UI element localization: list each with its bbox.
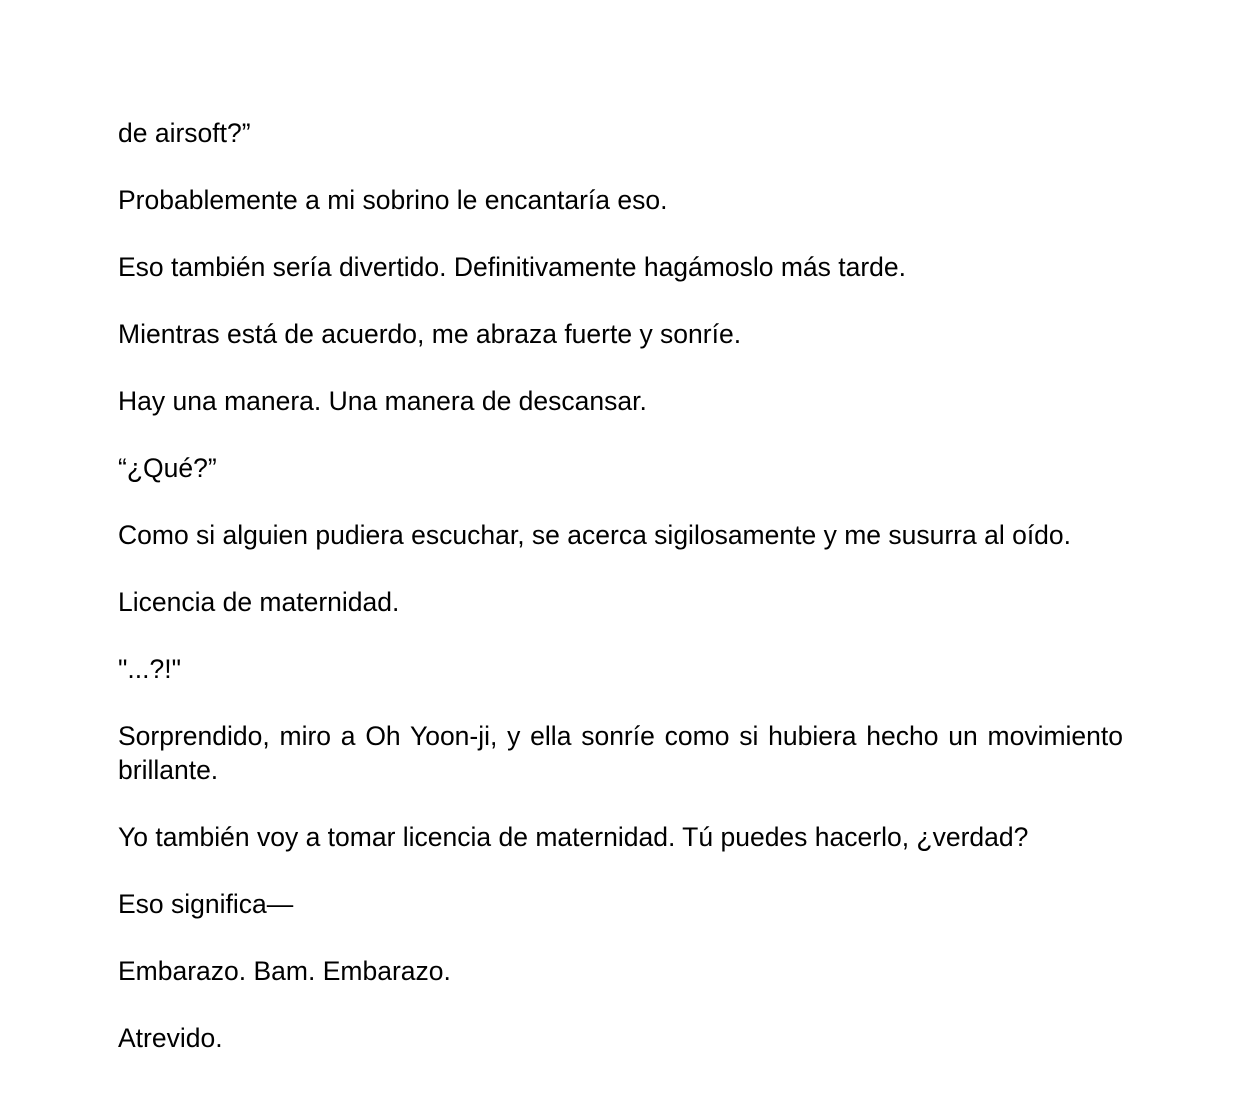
paragraph: Eso también sería divertido. Definitivamente hagámoslo más tarde. (118, 252, 907, 282)
paragraph: Licencia de maternidad. (118, 587, 400, 617)
paragraph: Sorprendido, miro a Oh Yoon-ji, y ella sonríe como si hubiera hecho un movimiento brillante. (118, 721, 1123, 785)
paragraph: Atrevido. (118, 1023, 223, 1053)
paragraph: de airsoft?” (118, 118, 251, 148)
paragraph: Embarazo. Bam. Embarazo. (118, 956, 451, 986)
paragraph: "...?!" (118, 654, 182, 684)
document-body (118, 116, 1123, 1055)
paragraph: Yo también voy a tomar licencia de maternidad. Tú puedes hacerlo, ¿verdad? (118, 822, 1029, 852)
paragraph: Probablemente a mi sobrino le encantaría eso. (118, 185, 668, 215)
paragraph: Como si alguien pudiera escuchar, se acerca sigilosamente y me susurra al oído. (118, 520, 1072, 550)
paragraph: Hay una manera. Una manera de descansar. (118, 386, 647, 416)
paragraph: “¿Qué?” (118, 453, 217, 483)
paragraph: Eso significa— (118, 889, 294, 919)
paragraph: Mientras está de acuerdo, me abraza fuerte y sonríe. (118, 319, 742, 349)
